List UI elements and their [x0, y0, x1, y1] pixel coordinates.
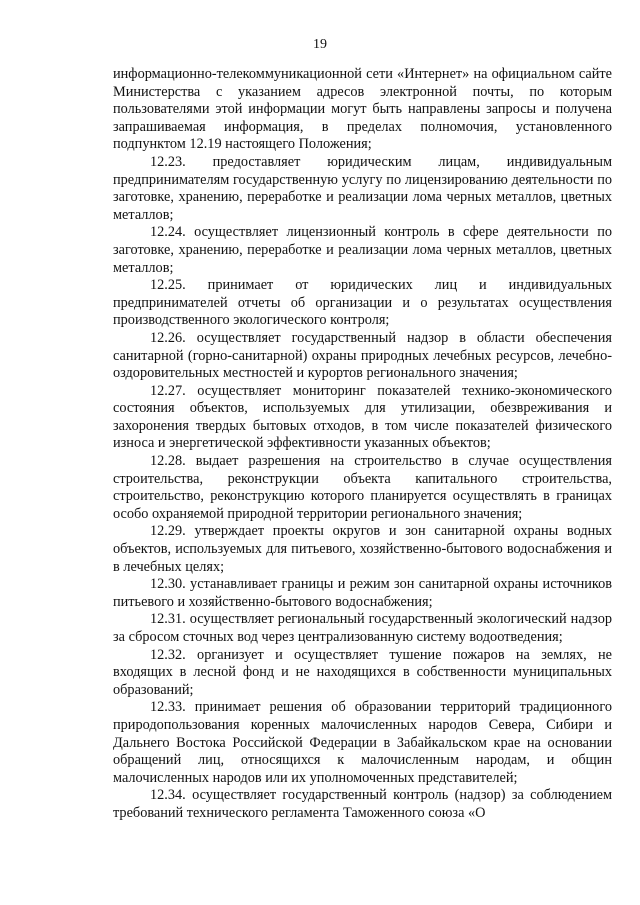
paragraph-12-24: 12.24. осуществляет лицензионный контроль в сфере деятельности по заготовке, хранению, переработке и реализации лома черных металлов, цветных металлов; — [113, 224, 612, 276]
paragraph-12-33: 12.33. принимает решения об образовании территорий традиционного природопользования коренных малочисленных народов Севера, Сибири и Дальнего Востока Российской Федерации в Забайкальском крае на основании обращений лиц, относящихся к малочисленным народам, и общин малочисленных народов или их уполномоченных представителей; — [113, 699, 612, 786]
paragraph-continuation: информационно-телекоммуникационной сети «Интернет» на официальном сайте Министерства с указанием адресов электронной почты, по которым пользователями этой информации могут быть направлены запросы и получена запрашиваемая информация, в пределах полномочия, установленного подпунктом 12.19 настоящего Положения; — [113, 66, 612, 153]
document-body — [113, 66, 612, 823]
paragraph-12-26: 12.26. осуществляет государственный надзор в области обеспечения санитарной (горно-санитарной) охраны природных лечебных ресурсов, лечебно-оздоровительных местностей и курортов регионального значения; — [113, 329, 612, 382]
paragraph-12-30: 12.30. устанавливает границы и режим зон санитарной охраны источников питьевого и хозяйственно-бытового водоснабжения; — [113, 576, 612, 610]
paragraph-12-28: 12.28. выдает разрешения на строительство в случае осуществления строительства, реконструкции объекта капитального строительства, строительство, реконструкцию которого планируется осуществлять в границах особо охраняемой природной территории регионального значения; — [113, 453, 612, 522]
page-number: 19 — [313, 37, 327, 52]
paragraph-12-27: 12.27. осуществляет мониторинг показателей технико-экономического состояния объектов, используемых для утилизации, обезвреживания и захоронения твердых бытовых отходов, в том числе показателей физического износа и энергетической эффективности указанных объектов; — [113, 382, 612, 452]
paragraph-12-23: 12.23. предоставляет юридическим лицам, индивидуальным предпринимателям государственную услугу по лицензированию деятельности по заготовке, хранению, переработке и реализации лома черных металлов, цветных металлов; — [113, 153, 612, 223]
paragraph-12-32: 12.32. организует и осуществляет тушение пожаров на землях, не входящих в лесной фонд и не находящихся в собственности муниципальных образований; — [113, 646, 612, 698]
paragraph-12-25: 12.25. принимает от юридических лиц и индивидуальных предпринимателей отчеты об организации и о результатах осуществления производственного экологического контроля; — [113, 277, 612, 329]
paragraph-12-31: 12.31. осуществляет региональный государственный экологический надзор за сбросом сточных вод через централизованную систему водоотведения; — [113, 611, 612, 645]
paragraph-12-29: 12.29. утверждает проекты округов и зон санитарной охраны водных объектов, используемых для питьевого, хозяйственно-бытового водоснабжения и в лечебных целях; — [113, 523, 612, 575]
paragraph-12-34: 12.34. осуществляет государственный контроль (надзор) за соблюдением требований технического регламента Таможенного союза «О — [113, 787, 612, 821]
